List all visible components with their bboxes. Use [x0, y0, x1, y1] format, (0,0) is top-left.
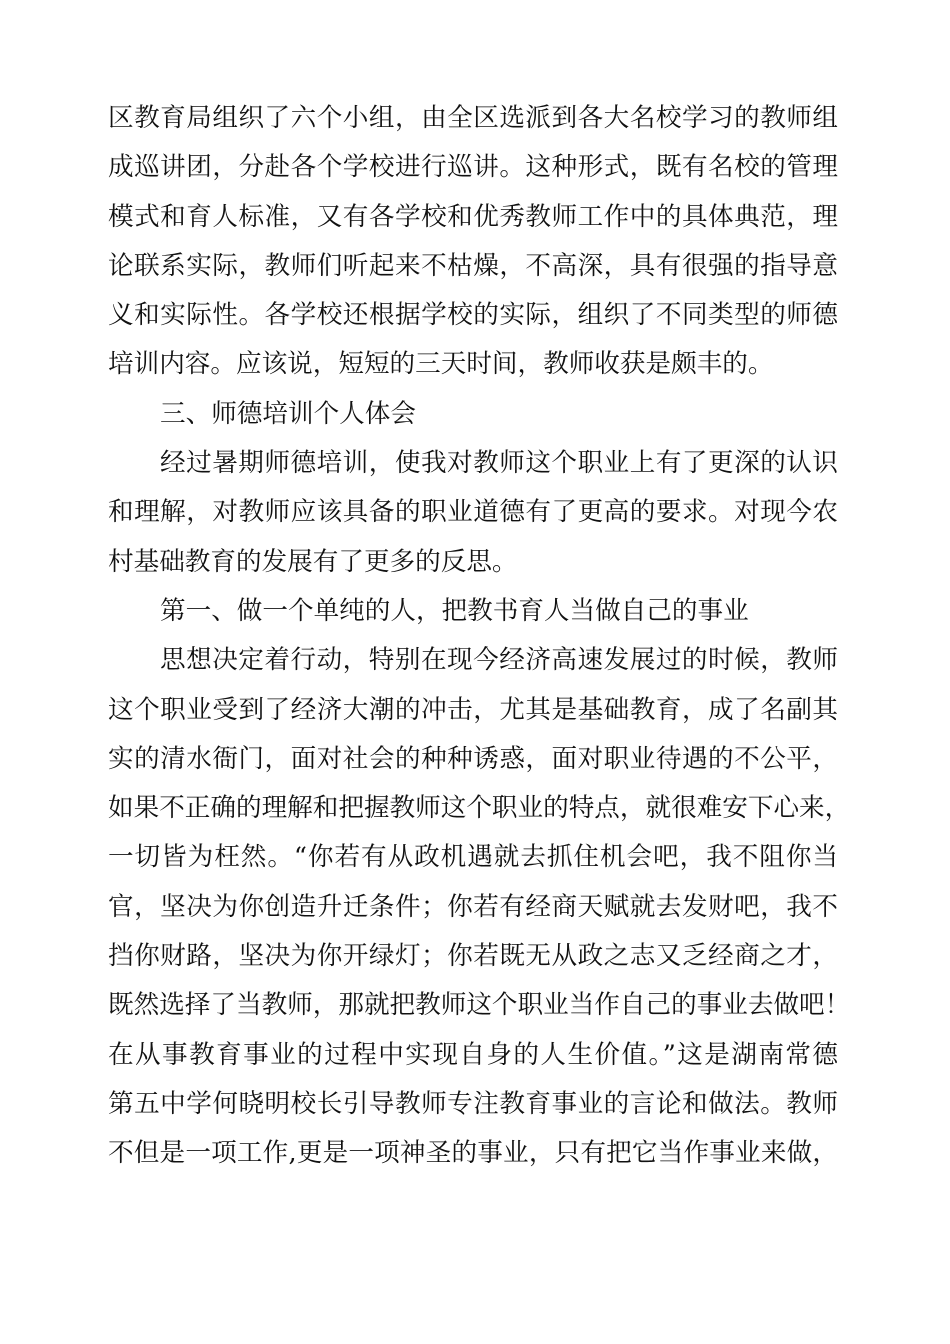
text-line: 第五中学何晓明校长引导教师专注教育事业的言论和做法。教师	[108, 1088, 838, 1119]
text-line: 培训内容。应该说，短短的三天时间，教师收获是颇丰的。	[108, 349, 774, 380]
text-line: 既然选择了当教师，那就把教师这个职业当作自己的事业去做吧！	[108, 990, 851, 1021]
text-line: 实的清水衙门，面对社会的种种诱惑，面对职业待遇的不公平，	[108, 743, 838, 774]
text-line: 义和实际性。各学校还根据学校的实际，组织了不同类型的师德	[108, 300, 838, 331]
text-line: 一切皆为枉然。“你若有从政机遇就去抓住机会吧，我不阻你当	[108, 842, 838, 873]
text-line: 官，坚决为你创造升迁条件；你若有经商天赋就去发财吧，我不	[108, 891, 838, 922]
text-line: 区教育局组织了六个小组，由全区选派到各大名校学习的教师组	[108, 103, 838, 133]
text-line: 模式和育人标准，又有各学校和优秀教师工作中的具体典范，理	[108, 201, 838, 232]
subsection-heading: 第一、做一个单纯的人，把教书育人当做自己的事业	[160, 595, 749, 626]
text-line: 不但是一项工作,更是一项神圣的事业，只有把它当作事业来做，	[108, 1138, 838, 1169]
text-line: 在从事教育事业的过程中实现自身的人生价值。”这是湖南常德	[108, 1039, 838, 1070]
text-line: 如果不正确的理解和把握教师这个职业的特点，就很难安下心来，	[108, 793, 851, 824]
text-line: 村基础教育的发展有了更多的反思。	[108, 546, 518, 577]
text-line: 思想决定着行动，特别在现今经济高速发展过的时候，教师	[160, 645, 838, 676]
section-heading: 三、师德培训个人体会	[160, 398, 416, 429]
text-line: 和理解，对教师应该具备的职业道德有了更高的要求。对现今农	[108, 497, 838, 528]
text-line: 成巡讲团，分赴各个学校进行巡讲。这种形式，既有名校的管理	[108, 152, 838, 183]
text-line: 论联系实际，教师们听起来不枯燥，不高深，具有很强的指导意	[108, 250, 838, 281]
text-line: 这个职业受到了经济大潮的冲击，尤其是基础教育，成了名副其	[108, 694, 838, 725]
text-line: 挡你财路，坚决为你开绿灯；你若既无从政之志又乏经商之才，	[108, 941, 838, 972]
text-line: 经过暑期师德培训，使我对教师这个职业上有了更深的认识	[160, 448, 838, 479]
body-text	[108, 94, 851, 1179]
